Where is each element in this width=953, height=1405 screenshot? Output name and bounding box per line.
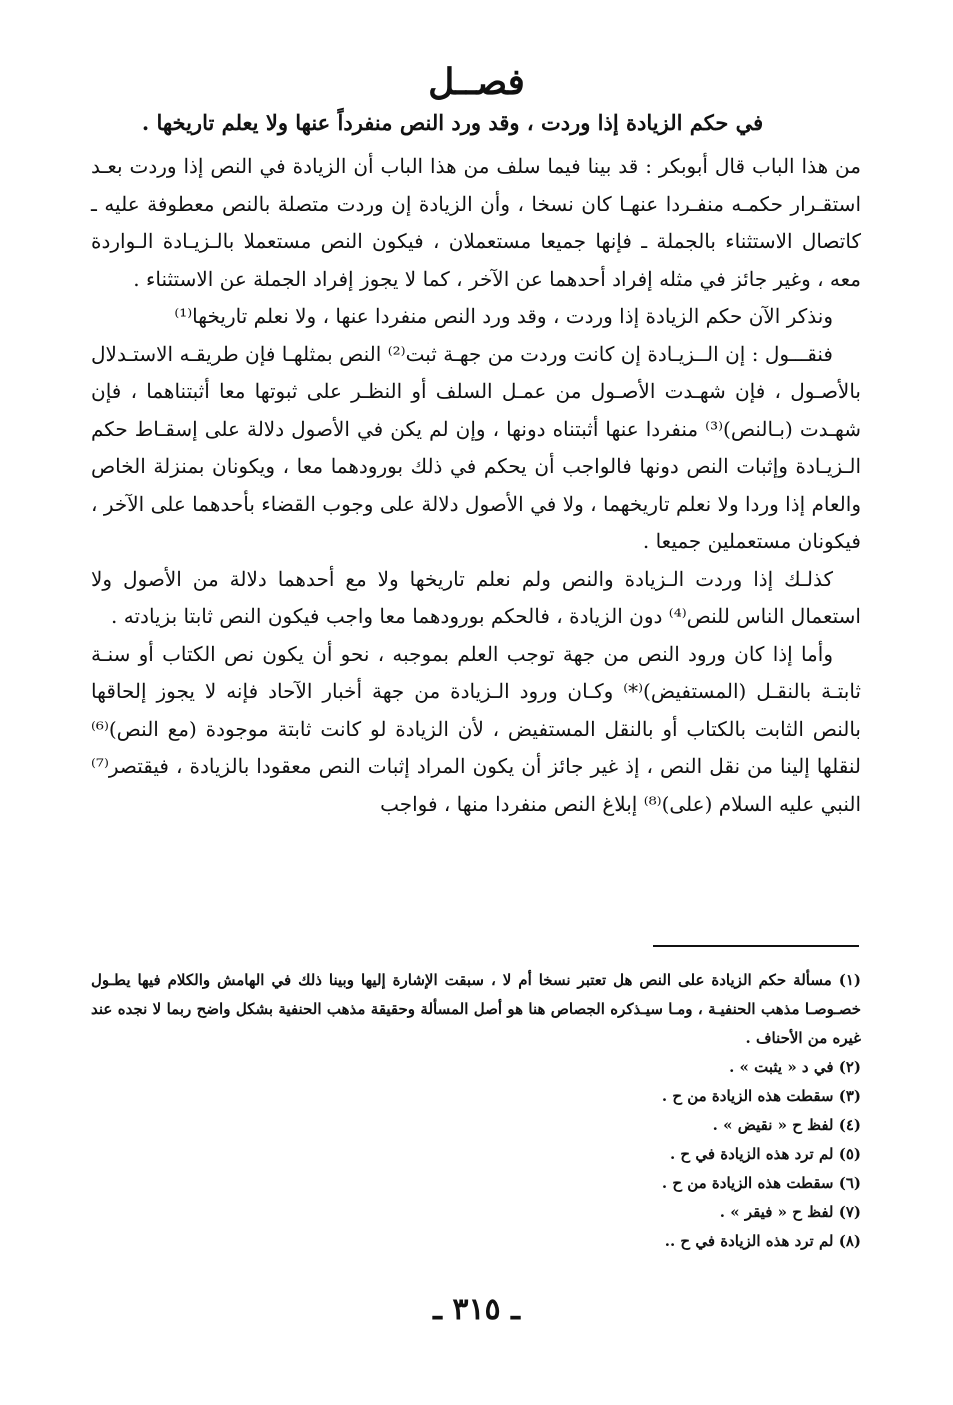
paragraph: وأما إذا كان ورود النص من جهة توجب العلم بموجبه ، نحو أن يكون نص الكتاب أو سنـة ثابتـة بالنقـل (المستفيض)⁽*⁾ وكـان ورود الـزيادة من جهة أخبار الآحاد فإنه لا يجوز إلحاقها بالنص الثابت بالكتاب أو بالنقل المستفيض ، لأن الزيادة لو كانت ثابتة موجودة (مع النص)⁽⁶⁾ لنقلها إلينا من نقل النص ، إذ غير جائز أن يكون المراد إثبات النص معقودا بالزيادة ، فيقتصر⁽⁷⁾ النبي عليه السلام (على)⁽⁸⁾ إبلاغ النص منفردا منها ، فواجب bbox=[91, 641, 861, 816]
footnote: (٤) لفظ ح « نقيض » . bbox=[712, 1116, 861, 1134]
paragraph: من هذا الباب قال أبوبكر : قد بينا فيما سلف من هذا الباب أن الزيادة في النص إذا وردت بعـد استقـرار حكمـه منفـردا عنهـا كان نسخا ، وأن الزيادة إن وردت متصلة بالنص معطوفة عليه ـ كاتصال الاستثناء بالجملة ـ فإنها جميعا مستعملان ، فيكون النص مستعملا بالـزيـادة الـواردة معه ، وغير جائز في مثله إفراد أحدهما عن الآخر ، كما لا يجوز إفراد الجملة عن الاستثناء . bbox=[91, 154, 861, 291]
paragraph: كذلـك إذا وردت الـزيادة والنص ولم نعلم تاريخها ولا مع أحدهما دلالة من الأصول ولا استعمال الناس للنص⁽⁴⁾ دون الزيادة ، فالحكم بورودهما معا واجب فيكون النص ثابتا بزيادته . bbox=[91, 566, 861, 628]
footnote-divider bbox=[653, 945, 859, 947]
footnote: (٧) لفظ ح « فيقر » . bbox=[719, 1203, 861, 1221]
paragraph: ونذكر الآن حكم الزيادة إذا وردت ، وقد ورد النص منفردا عنها ، ولا نعلم تاريخها⁽¹⁾ bbox=[174, 304, 833, 328]
footnote: (٦) سقطت هذه الزيادة من ح . bbox=[661, 1174, 861, 1192]
footnote: (١) مسألة حكم الزيادة على النص هل تعتبر نسخا أم لا ، سبقت الإشارة إليها وبينا ذلك في الهامش والكلام فيها يطـول خصـوصـا مذهب الحنفيـة ، ومـا سيـذكره الجصاص هنا هو أصل المسألة وحقيقة مذهب الحنفية بشكل واضح ربما لا نجده عند غيره من الأحناف . bbox=[91, 971, 861, 1047]
main-text bbox=[91, 148, 861, 823]
footnotes bbox=[91, 966, 861, 1256]
paragraph: فنقـــول : إن الــزيـادة إن كانت وردت من جهـة ثبت⁽²⁾ النص بمثلهـا فإن طريقـه الاستـدلال بالأصـول ، فإن شهـدت الأصـول من عمـل السلف أو النظـر على ثبوتها معا أثبتناهما ، فإن شهـدت (بـالنص)⁽³⁾ منفردا عنها أثبتناه دونها ، وإن لم يكن في الأصول دلالة على إسقـاط حكم الـزيـادة وإثبات النص دونها فالواجب أن يحكم في ذلك بورودهما معا ، ويكونان بمنزلة الخاص والعام إذا وردا ولا نعلم تاريخهما ، ولا في الأصول دلالة على وجوب القضاء بأحدهما على الآخر ، فيكونان مستعملين جميعا . bbox=[91, 341, 861, 553]
footnote: (٥) لم ترد هذه الزيادة في ح . bbox=[669, 1145, 861, 1163]
footnote: (٢) في د « يثبت » . bbox=[729, 1058, 861, 1076]
footnote: (٣) سقطت هذه الزيادة من ح . bbox=[661, 1087, 861, 1105]
page-number: ـ ٣١٥ ـ bbox=[433, 1292, 520, 1327]
footnote: (٨) لم ترد هذه الزيادة في ح .. bbox=[664, 1232, 861, 1250]
section-subtitle: في حكم الزيادة إذا وردت ، وقد ورد النص منفرداً عنها ولا يعلم تاريخها . bbox=[141, 110, 764, 135]
section-title: فصــل bbox=[428, 61, 525, 103]
